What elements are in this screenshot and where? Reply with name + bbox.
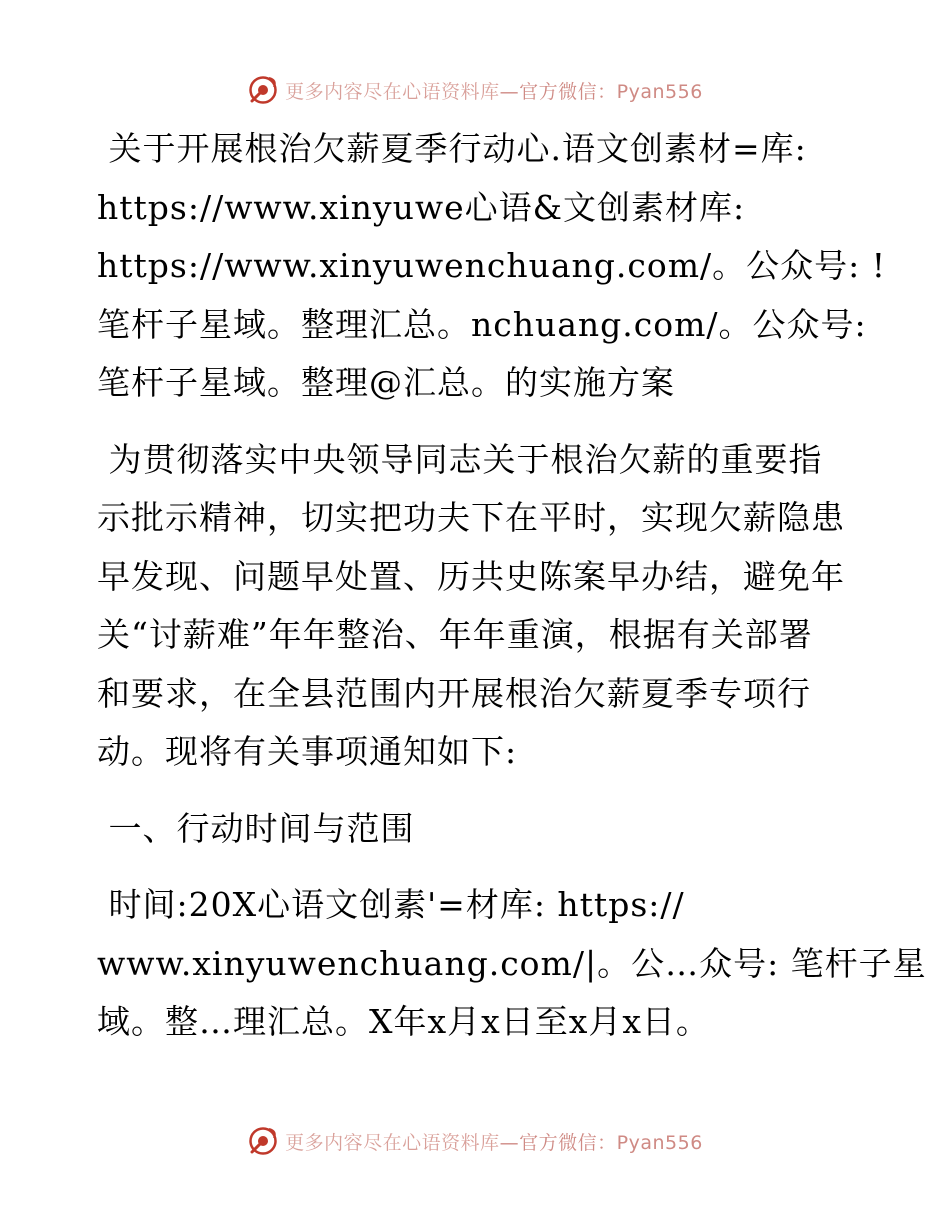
- footer-wechat-text: —官方微信：Pyan556: [499, 1131, 703, 1154]
- text-line: 域。整…理汇总。X年x月x日至x月x日。: [97, 1002, 710, 1041]
- text-line: 动。现将有关事项通知如下:: [97, 732, 518, 771]
- text-line: 示批示精神，切实把功夫下在平时，实现欠薪隐患: [97, 498, 845, 537]
- brush-logo-icon: [247, 74, 279, 106]
- header-wechat-text: —官方微信：Pyan556: [499, 80, 703, 103]
- text-line: 时间:20X心语文创素'=材库: https://: [97, 885, 685, 924]
- text-line: 早发现、问题早处置、历共史陈案早办结，避免年: [97, 556, 845, 596]
- text-line: 一、行动时间与范围: [97, 808, 415, 848]
- header-watermark-text: 更多内容尽在心语资料库: [285, 80, 500, 103]
- text-line: www.xinyuwenchuang.com/|。公…众号: 笔杆子星: [97, 943, 927, 983]
- document-body: [97, 120, 927, 1052]
- text-line: https://www.xinyuwe心语&文创素材库:: [97, 187, 746, 227]
- section-heading: [97, 800, 857, 859]
- text-line: 笔杆子星域。整理汇总。nchuang.com/。公众号:: [97, 304, 867, 344]
- text-line: 和要求，在全县范围内开展根治欠薪夏季专项行: [97, 673, 811, 713]
- paragraph-time: [97, 876, 927, 1052]
- text-line: https://www.xinyuwenchuang.com/。公众号: !: [97, 246, 887, 285]
- paragraph-intro: [97, 431, 857, 782]
- text-line: 为贯彻落实中央领导同志关于根治欠薪的重要指: [97, 439, 823, 479]
- header-watermark: [0, 73, 950, 107]
- footer-watermark-text: 更多内容尽在心语资料库: [285, 1131, 500, 1154]
- footer-watermark: [0, 1124, 950, 1158]
- text-line: 笔杆子星域。整理@汇总。的实施方案: [97, 363, 675, 402]
- brush-logo-icon: [247, 1125, 279, 1157]
- text-line: 关“讨薪难”年年整治、年年重演，根据有关部署: [97, 615, 813, 654]
- paragraph-title: [97, 120, 887, 413]
- text-line: 关于开展根治欠薪夏季行动心.语文创素材=库:: [97, 129, 807, 168]
